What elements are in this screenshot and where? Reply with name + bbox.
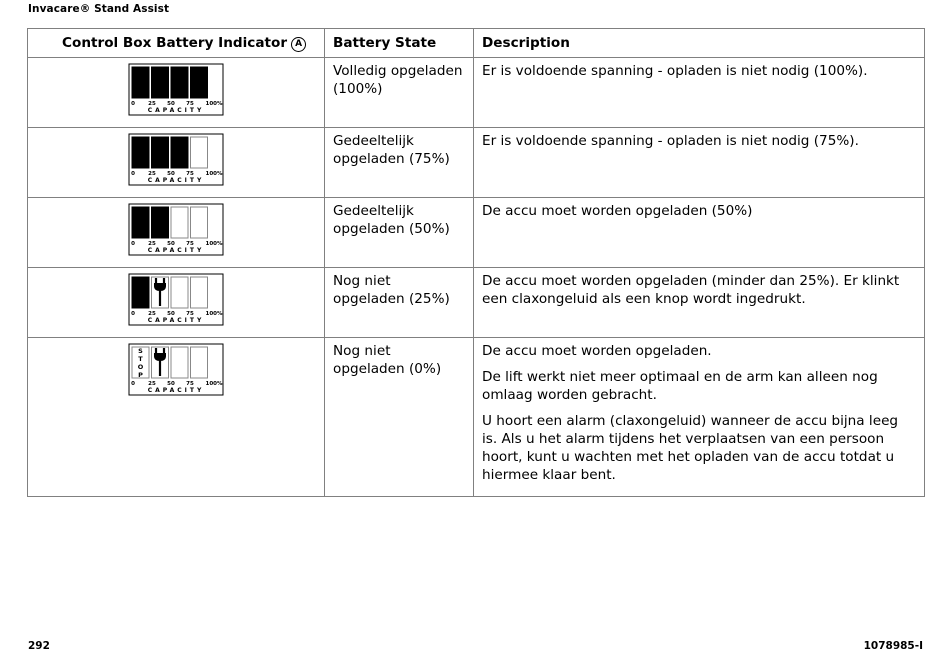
scale-tick-label: 50 xyxy=(167,101,175,107)
segment-empty xyxy=(191,347,208,378)
indicator-cell xyxy=(28,128,325,198)
battery-state-cell: Gedeeltelijk opgeladen (50%) xyxy=(325,198,474,268)
segment-filled xyxy=(152,67,169,98)
stop-letter: S xyxy=(138,347,143,355)
indicator-cell xyxy=(28,268,325,338)
scale-tick-label: 0 xyxy=(131,101,135,107)
scale-tick-label: 50 xyxy=(167,311,175,317)
description-paragraph: De lift werkt niet meer optimaal en de arm kan alleen nog omlaag worden gebracht. xyxy=(482,369,878,403)
segment-empty xyxy=(191,137,208,168)
running-header-title: Invacare® Stand Assist xyxy=(28,3,170,15)
segment-empty xyxy=(191,277,208,308)
description-cell xyxy=(474,268,925,338)
segment-filled xyxy=(171,137,188,168)
stop-letter: O xyxy=(137,363,144,371)
indicator-cell xyxy=(28,198,325,268)
capacity-caption: CAPACITY xyxy=(147,317,205,324)
segment-filled xyxy=(152,137,169,168)
segment-filled xyxy=(132,207,149,238)
scale-tick-label: 75 xyxy=(186,241,194,247)
battery-indicator xyxy=(128,133,224,187)
scale-tick-label: 75 xyxy=(186,171,194,177)
capacity-caption: CAPACITY xyxy=(147,107,205,114)
table-row xyxy=(28,268,925,338)
segment-filled xyxy=(171,67,188,98)
scale-tick-label: 0 xyxy=(131,311,135,317)
battery-indicator-graphic xyxy=(128,133,224,187)
scale-tick-label: 100% xyxy=(205,241,223,247)
table-row xyxy=(28,338,925,497)
indicator-cell xyxy=(28,58,325,128)
battery-indicator-graphic xyxy=(128,63,224,117)
battery-indicator xyxy=(128,63,224,117)
header-description: Description xyxy=(474,29,925,58)
description-cell xyxy=(474,128,925,198)
table-row xyxy=(28,58,925,128)
scale-tick-label: 75 xyxy=(186,101,194,107)
header-indicator xyxy=(28,29,325,58)
segment-filled xyxy=(132,137,149,168)
description-paragraph: Er is voldoende spanning - opladen is niet nodig (100%). xyxy=(482,63,868,79)
capacity-caption: CAPACITY xyxy=(147,177,205,184)
scale-tick-label: 100% xyxy=(205,171,223,177)
segment-empty xyxy=(171,347,188,378)
scale-tick-label: 100% xyxy=(205,101,223,107)
header-indicator-label: Control Box Battery Indicator xyxy=(62,35,288,51)
description-cell xyxy=(474,338,925,497)
scale-tick-label: 100% xyxy=(205,311,223,317)
battery-state-cell: Volledig opgeladen (100%) xyxy=(325,58,474,128)
scale-tick-label: 100% xyxy=(205,381,223,387)
table-row xyxy=(28,198,925,268)
scale-tick-label: 25 xyxy=(148,241,156,247)
segment-filled xyxy=(132,277,149,308)
capacity-caption: CAPACITY xyxy=(147,247,205,254)
segment-filled xyxy=(191,67,208,98)
scale-tick-label: 25 xyxy=(148,381,156,387)
indicator-cell xyxy=(28,338,325,497)
callout-marker: A xyxy=(291,37,306,52)
description-paragraph: De accu moet worden opgeladen. xyxy=(482,343,712,359)
page-number: 292 xyxy=(28,640,50,652)
description-cell xyxy=(474,58,925,128)
document-code: 1078985-I xyxy=(863,640,923,652)
battery-indicator-graphic xyxy=(128,273,224,327)
scale-tick-label: 50 xyxy=(167,171,175,177)
battery-indicator xyxy=(128,203,224,257)
segment-filled xyxy=(132,67,149,98)
scale-tick-label: 25 xyxy=(148,101,156,107)
table-row xyxy=(28,128,925,198)
scale-tick-label: 0 xyxy=(131,381,135,387)
table-header-row xyxy=(28,29,925,58)
battery-state-cell: Nog niet opgeladen (25%) xyxy=(325,268,474,338)
battery-state-cell: Gedeeltelijk opgeladen (75%) xyxy=(325,128,474,198)
description-paragraph: De accu moet worden opgeladen (minder dan 25%). Er klinkt een claxongeluid als een knop wordt ingedrukt. xyxy=(482,273,900,307)
scale-tick-label: 0 xyxy=(131,171,135,177)
battery-indicator xyxy=(128,273,224,327)
stop-letter: P xyxy=(138,371,143,379)
battery-indicator-table xyxy=(27,28,925,497)
battery-indicator-graphic xyxy=(128,343,224,397)
scale-tick-label: 25 xyxy=(148,171,156,177)
battery-indicator xyxy=(128,343,224,397)
segment-empty xyxy=(191,207,208,238)
description-paragraph: U hoort een alarm (claxongeluid) wanneer de accu bijna leeg is. Als u het alarm tijdens het verplaatsen van een persoon hoort, kunt u wachten met het opladen van de accu totdat u hiermee klaar bent. xyxy=(482,413,899,483)
scale-tick-label: 25 xyxy=(148,311,156,317)
description-cell xyxy=(474,198,925,268)
segment-empty xyxy=(171,277,188,308)
scale-tick-label: 75 xyxy=(186,381,194,387)
description-paragraph: De accu moet worden opgeladen (50%) xyxy=(482,203,753,219)
battery-indicator-graphic xyxy=(128,203,224,257)
segment-empty xyxy=(171,207,188,238)
stop-letter: T xyxy=(138,355,143,363)
scale-tick-label: 0 xyxy=(131,241,135,247)
battery-state-cell: Nog niet opgeladen (0%) xyxy=(325,338,474,497)
scale-tick-label: 75 xyxy=(186,311,194,317)
scale-tick-label: 50 xyxy=(167,381,175,387)
header-battery-state: Battery State xyxy=(325,29,474,58)
scale-tick-label: 50 xyxy=(167,241,175,247)
segment-filled xyxy=(152,207,169,238)
capacity-caption: CAPACITY xyxy=(147,387,205,394)
description-paragraph: Er is voldoende spanning - opladen is niet nodig (75%). xyxy=(482,133,859,149)
